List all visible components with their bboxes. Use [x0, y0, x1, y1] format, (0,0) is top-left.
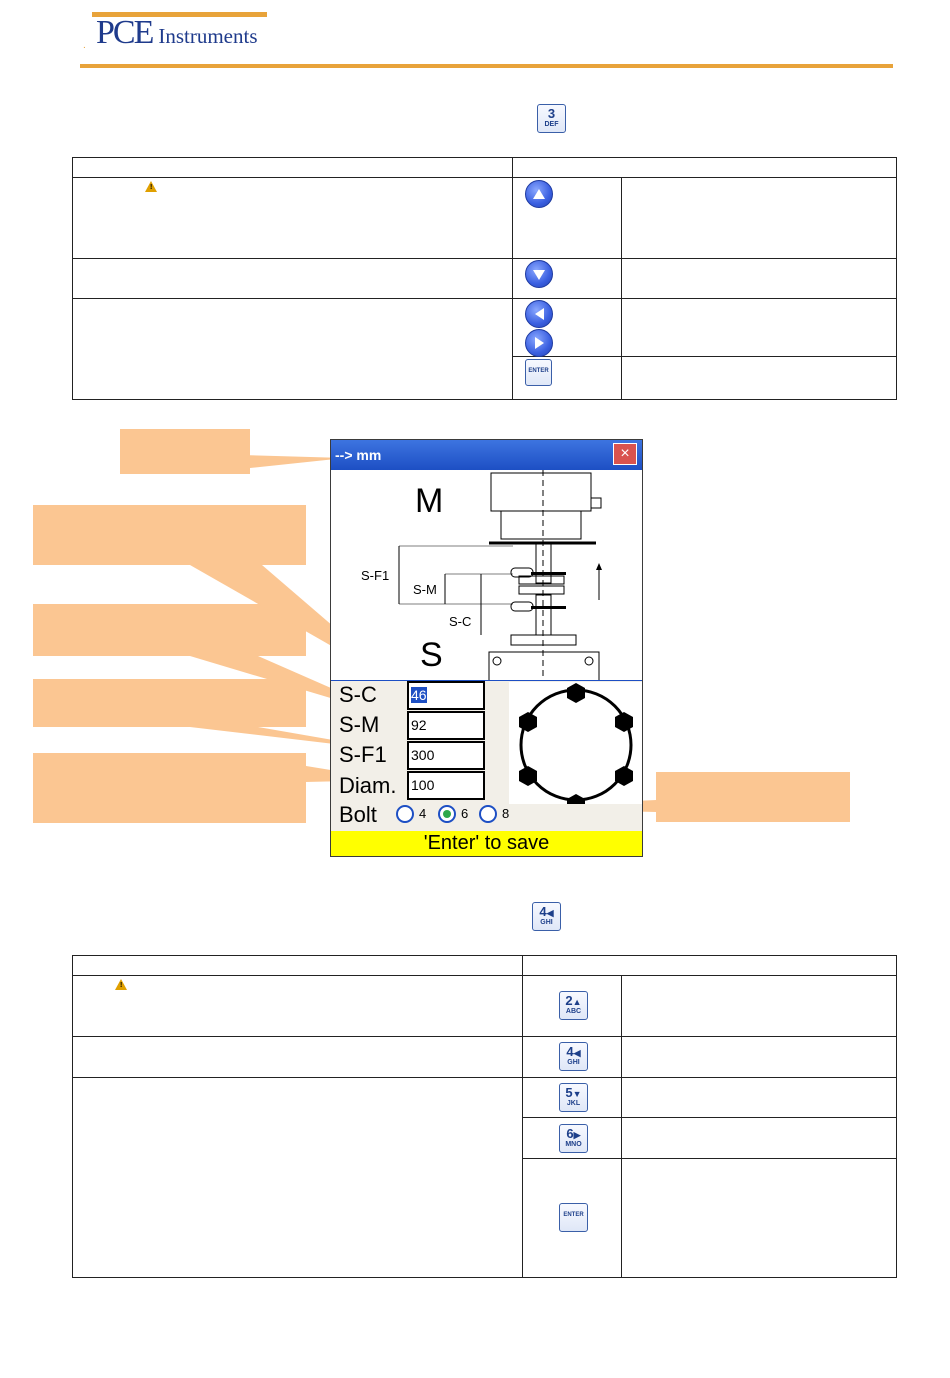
diagram-label-m: M — [415, 482, 444, 520]
sm-label: S-M — [339, 712, 380, 737]
warning-icon: ! — [115, 979, 127, 990]
device-screen — [330, 439, 643, 857]
sf1-label: S-F1 — [339, 742, 387, 767]
key-4-ghi-icon: 4◀ GHI — [559, 1042, 588, 1071]
enter-key-icon: ENTER — [525, 359, 552, 386]
key-2-abc-icon: 2▲ ABC — [559, 991, 588, 1020]
table-2-header-line — [72, 975, 897, 976]
dimension-sc-label: S-C — [449, 614, 472, 629]
sm-input[interactable]: 92 — [407, 711, 485, 740]
key-5-jkl-icon: 5▼ JKL — [559, 1083, 588, 1112]
bolt-radio-4[interactable] — [396, 805, 414, 823]
bolt-option-4-label: 4 — [419, 806, 427, 821]
bolt-circle-diagram — [509, 682, 642, 804]
diam-input[interactable]: 100 — [407, 771, 485, 800]
table-2-row-line — [522, 1158, 897, 1159]
logo-dot: . — [83, 40, 86, 51]
close-button[interactable]: × — [613, 443, 637, 465]
key-6-mno-icon: 6▶ MNO — [559, 1124, 588, 1153]
bolt-radio-6[interactable] — [438, 805, 456, 823]
warning-icon: ! — [145, 181, 157, 192]
logo-pce: PCE — [96, 14, 153, 51]
table-2-col-divider-2 — [621, 975, 622, 1278]
diagram-label-s: S — [420, 636, 443, 674]
dimension-sm-label: S-M — [413, 582, 437, 597]
bolt-option-8-label: 8 — [502, 806, 510, 821]
sc-input[interactable]: 46 — [407, 681, 485, 710]
device-title: --> mm — [335, 447, 382, 463]
enter-key-icon: ENTER — [559, 1203, 588, 1232]
key-3-def-icon: 3 DEF — [537, 104, 566, 133]
table-2-row-line — [72, 1077, 897, 1078]
diam-label: Diam. — [339, 773, 397, 798]
bolt-option-6-label: 6 — [461, 806, 469, 821]
key-4-ghi-icon: 4◀ GHI — [532, 902, 561, 931]
sc-label: S-C — [339, 682, 377, 707]
table-2-row-line — [522, 1117, 897, 1118]
sf1-input[interactable]: 300 — [407, 741, 485, 770]
save-hint-bar: 'Enter' to save — [331, 831, 642, 856]
table-2-row-line — [72, 1036, 897, 1037]
logo-instruments: Instruments — [158, 24, 258, 48]
dimension-sf1-label: S-F1 — [361, 568, 390, 583]
bolt-radio-8[interactable] — [479, 805, 497, 823]
bolt-label: Bolt — [339, 802, 377, 827]
